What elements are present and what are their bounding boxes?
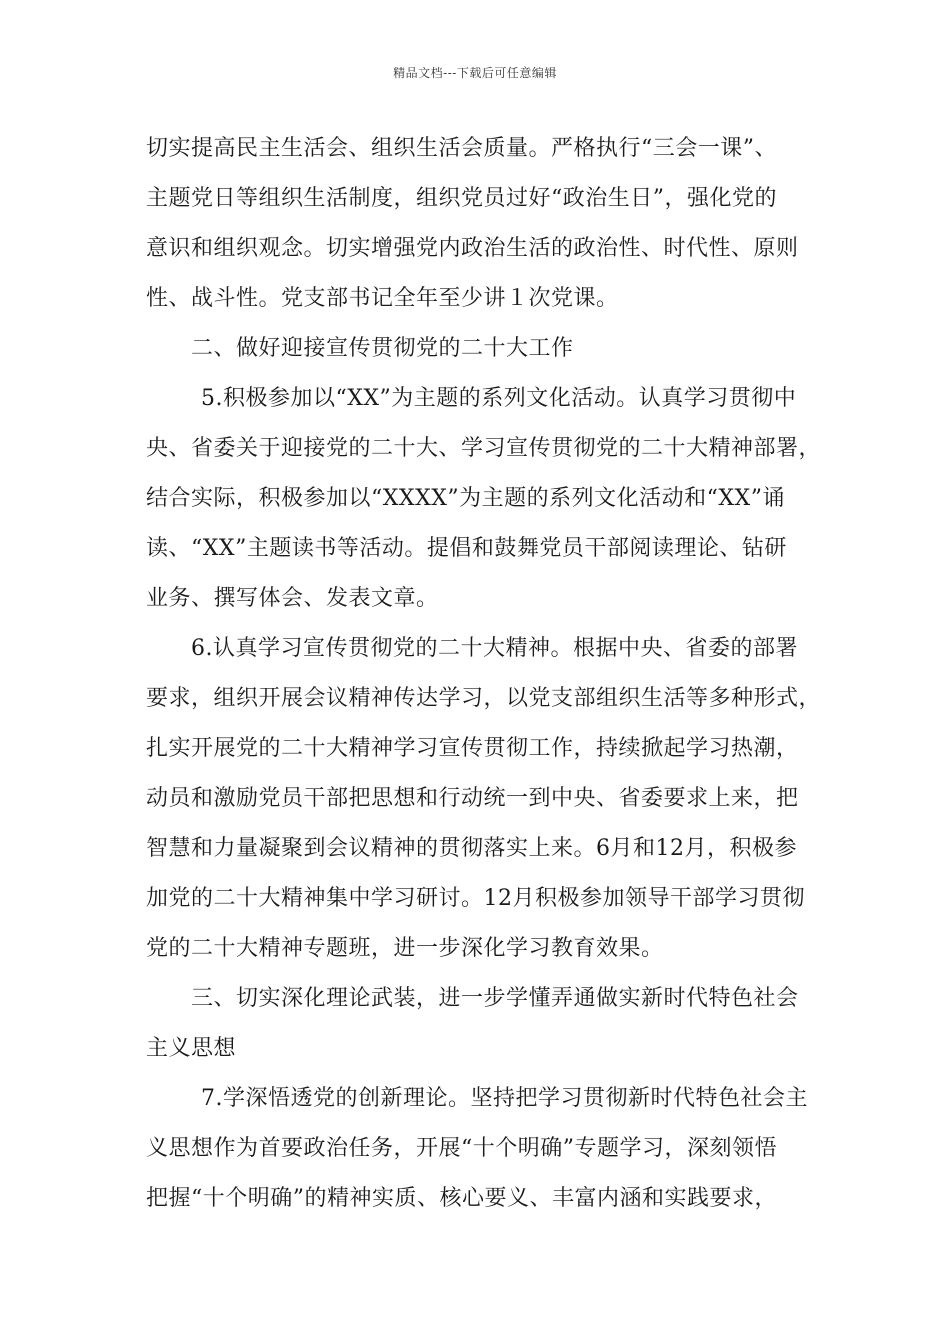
paragraph-line: 把握“十个明确”的精神实质、核心要义、丰富内涵和实践要求， bbox=[146, 1186, 777, 1211]
paragraph-line: 结合实际，积极参加以“XXXX”为主题的系列文化活动和“XX”诵 bbox=[146, 486, 785, 511]
paragraph-line: 6.认真学习宣传贯彻党的二十大精神。根据中央、省委的部署 bbox=[191, 636, 798, 661]
paragraph-line: 动员和激励党员干部把思想和行动统一到中央、省委要求上来，把 bbox=[146, 786, 799, 811]
paragraph-line: 读、“XX”主题读书等活动。提倡和鼓舞党员干部阅读理论、钻研 bbox=[146, 536, 787, 561]
paragraph-line: 央、省委关于迎接党的二十大、学习宣传贯彻党的二十大精神部署， bbox=[146, 436, 822, 461]
paragraph-line: 智慧和力量凝聚到会议精神的贯彻落实上来。6月和12月，积极参 bbox=[146, 836, 797, 861]
paragraph-line: 要求，组织开展会议精神传达学习，以党支部组织生活等多种形式， bbox=[146, 686, 822, 711]
paragraph-line: 党的二十大精神专题班，进一步深化学习教育效果。 bbox=[146, 936, 664, 961]
paragraph-line: 切实提高民主生活会、组织生活会质量。严格执行“三会一课”、 bbox=[146, 136, 777, 161]
paragraph-line: 扎实开展党的二十大精神学习宣传贯彻工作，持续掀起学习热潮， bbox=[146, 736, 799, 761]
document-body bbox=[146, 124, 822, 1224]
page-header: 精品文档---下载后可任意编辑 bbox=[393, 66, 557, 80]
paragraph-line: 性、战斗性。党支部书记全年至少讲１次党课。 bbox=[146, 286, 619, 311]
paragraph-line: 义思想作为首要政治任务，开展“十个明确”专题学习，深刻领悟 bbox=[146, 1136, 777, 1161]
paragraph-line: 主题党日等组织生活制度，组织党员过好“政治生日”，强化党的 bbox=[146, 186, 777, 211]
paragraph-line: 5.积极参加以“XX”为主题的系列文化活动。认真学习贯彻中 bbox=[201, 386, 797, 411]
section-heading-continued: 主义思想 bbox=[146, 1036, 237, 1061]
paragraph-line: 意识和组织观念。切实增强党内政治生活的政治性、时代性、原则 bbox=[146, 236, 799, 261]
paragraph-line: 7.学深悟透党的创新理论。坚持把学习贯彻新时代特色社会主 bbox=[201, 1086, 808, 1111]
paragraph-line: 加党的二十大精神集中学习研讨。12月积极参加领导干部学习贯彻 bbox=[146, 886, 805, 911]
paragraph-line: 业务、撰写体会、发表文章。 bbox=[146, 586, 439, 611]
section-heading: 三、切实深化理论武装，进一步学懂弄通做实新时代特色社会 bbox=[191, 986, 799, 1011]
section-heading: 二、做好迎接宣传贯彻党的二十大工作 bbox=[191, 336, 574, 361]
